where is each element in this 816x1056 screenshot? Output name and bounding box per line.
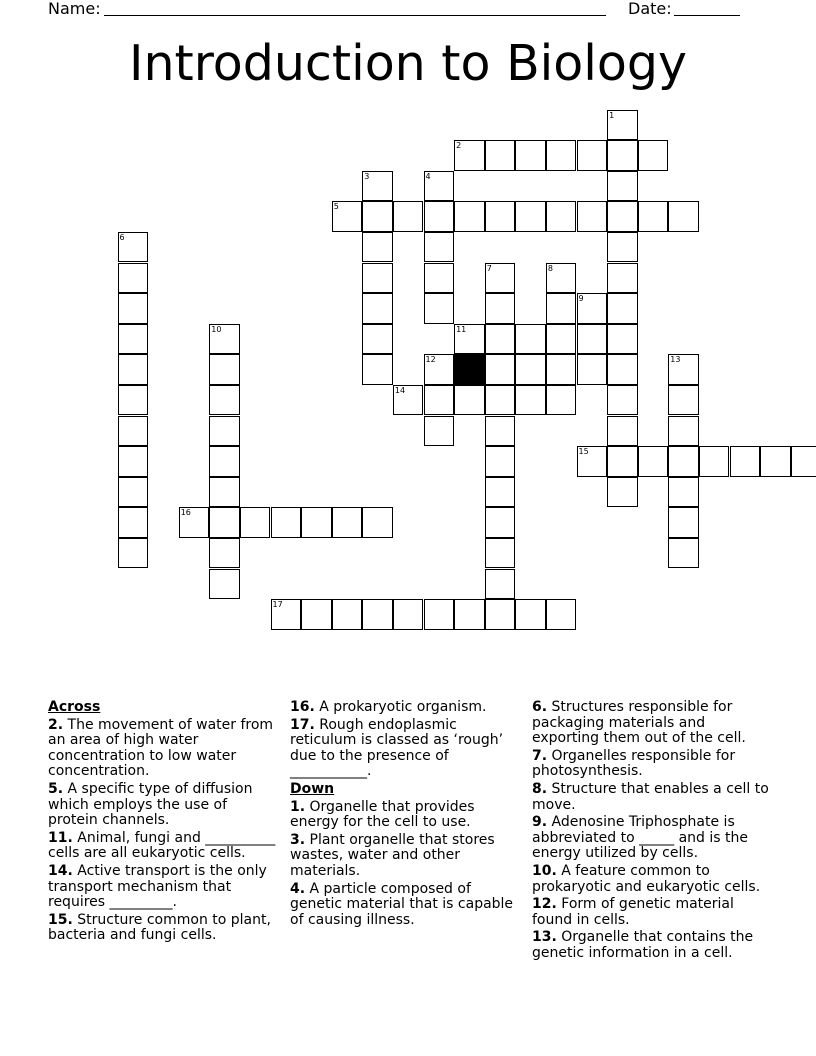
clue-text: Organelle that provides energy for the cell to use. (290, 798, 475, 831)
grid-cell[interactable] (485, 538, 516, 569)
grid-cell[interactable] (546, 599, 577, 630)
grid-cell[interactable] (454, 324, 485, 355)
grid-cell[interactable] (362, 354, 393, 385)
clue (532, 815, 772, 862)
grid-cell[interactable] (515, 324, 546, 355)
clue-text: Animal, fungi and __________ cells are all eukaryotic cells. (48, 829, 276, 862)
clue (290, 800, 522, 831)
grid-cell[interactable] (209, 477, 240, 508)
clue (532, 749, 772, 780)
page-title: Introduction to Biology (129, 35, 687, 92)
clue-number: 13 (670, 355, 681, 365)
grid-cell[interactable] (607, 263, 638, 294)
clue-number: 16 (180, 508, 191, 518)
clue-number-label: 2. (48, 716, 64, 733)
clue (532, 700, 772, 747)
grid-cell[interactable] (393, 201, 424, 232)
grid-cell[interactable] (485, 324, 516, 355)
grid-cell[interactable] (760, 446, 791, 477)
grid-cell[interactable] (332, 599, 363, 630)
grid-cell[interactable] (607, 354, 638, 385)
grid-cell[interactable] (424, 416, 455, 447)
clue-number-label: 17. (290, 716, 315, 733)
clues-column-3 (532, 700, 772, 964)
grid-cell[interactable] (485, 293, 516, 324)
grid-cell[interactable] (577, 140, 608, 171)
clue (48, 782, 280, 829)
grid-cell[interactable] (454, 385, 485, 416)
grid-cell[interactable] (515, 599, 546, 630)
grid-cell[interactable] (118, 385, 149, 416)
grid-cell[interactable] (209, 354, 240, 385)
grid-cell[interactable] (424, 232, 455, 263)
grid-cell[interactable] (393, 385, 424, 416)
grid-cell[interactable] (546, 324, 577, 355)
clue (290, 882, 522, 929)
grid-cell[interactable] (209, 324, 240, 355)
grid-cell[interactable] (118, 354, 149, 385)
grid-cell[interactable] (546, 293, 577, 324)
grid-cell[interactable] (118, 263, 149, 294)
clue (532, 864, 772, 895)
grid-cell[interactable] (668, 477, 699, 508)
grid-cell[interactable] (485, 385, 516, 416)
grid-cell[interactable] (607, 232, 638, 263)
clue-text: A particle composed of genetic material that is capable of causing illness. (290, 880, 514, 928)
clue-number: 15 (578, 447, 589, 457)
grid-cell[interactable] (301, 599, 332, 630)
grid-cell[interactable] (515, 140, 546, 171)
clue-number-label: 1. (290, 798, 306, 815)
clue (48, 864, 280, 911)
clue-number: 17 (272, 600, 283, 610)
grid-cell[interactable] (209, 385, 240, 416)
grid-cell[interactable] (271, 599, 302, 630)
clue-text: Plant organelle that stores wastes, water and other materials. (290, 831, 495, 879)
grid-cell[interactable] (393, 599, 424, 630)
clue-number: 1 (609, 110, 615, 120)
grid-cell[interactable] (362, 293, 393, 324)
grid-cell[interactable] (546, 201, 577, 232)
clue-text: A specific type of diffusion which employs the use of protein channels. (48, 780, 253, 829)
grid-cell[interactable] (607, 324, 638, 355)
grid-cell[interactable] (118, 507, 149, 538)
grid-cell[interactable] (424, 201, 455, 232)
grid-cell[interactable] (362, 599, 393, 630)
grid-cell[interactable] (515, 201, 546, 232)
clue-number-label: 10. (532, 862, 557, 879)
grid-cell[interactable] (607, 171, 638, 202)
grid-cell[interactable] (668, 507, 699, 538)
grid-cell[interactable] (485, 599, 516, 630)
clue-number-label: 6. (532, 699, 548, 715)
grid-cell[interactable] (424, 171, 455, 202)
clue-number: 11 (456, 324, 467, 334)
clue-text: Active transport is the only transport mechanism that requires _________. (48, 862, 267, 911)
grid-cell[interactable] (118, 446, 149, 477)
grid-cell[interactable] (668, 385, 699, 416)
grid-cell[interactable] (209, 507, 240, 538)
grid-cell[interactable] (607, 446, 638, 477)
clue-number: 2 (456, 141, 462, 151)
clue-number: 5 (333, 202, 339, 212)
clue-text: Adenosine Triphosphate is abbreviated to _____ and is the energy utilized by cells. (532, 814, 748, 862)
clue-number: 4 (425, 171, 431, 181)
clue-text: A prokaryotic organism. (319, 699, 487, 715)
clue-number-label: 15. (48, 911, 73, 928)
name-label: Name: (48, 0, 101, 18)
clue-text: Structure that enables a cell to move. (532, 780, 769, 813)
clue-number: 8 (547, 263, 553, 273)
grid-cell[interactable] (362, 201, 393, 232)
grid-cell[interactable] (668, 354, 699, 385)
grid-cell[interactable] (485, 569, 516, 600)
section-heading: Down (290, 780, 335, 797)
clue-text: A feature common to prokaryotic and eukaryotic cells. (532, 862, 761, 895)
grid-cell[interactable] (485, 477, 516, 508)
grid-cell[interactable] (607, 201, 638, 232)
clue-text: Rough endoplasmic reticulum is classed as ‘rough’ due to the presence of ___________. (290, 716, 504, 780)
grid-cell[interactable] (118, 477, 149, 508)
clue-number-label: 14. (48, 862, 73, 879)
grid-cell[interactable] (485, 201, 516, 232)
clue-number-label: 4. (290, 880, 306, 897)
grid-cell[interactable] (668, 538, 699, 569)
clues-column-2 (290, 700, 522, 930)
grid-cell[interactable] (607, 385, 638, 416)
grid-cell[interactable] (424, 263, 455, 294)
clue-number: 12 (425, 355, 436, 365)
clue-number-label: 9. (532, 814, 548, 831)
grid-cell[interactable] (607, 477, 638, 508)
clue-number-label: 12. (532, 896, 557, 913)
clue-number: 9 (578, 294, 584, 304)
grid-cell[interactable] (118, 324, 149, 355)
grid-cell[interactable] (515, 385, 546, 416)
grid-cell[interactable] (577, 324, 608, 355)
clue (532, 930, 772, 961)
grid-cell[interactable] (362, 232, 393, 263)
grid-cell[interactable] (546, 263, 577, 294)
clues-column-1 (48, 700, 280, 946)
grid-cell[interactable] (546, 385, 577, 416)
clue-text: Organelle that contains the genetic information in a cell. (532, 929, 754, 961)
grid-cell[interactable] (485, 140, 516, 171)
grid-cell[interactable] (577, 293, 608, 324)
grid-cell[interactable] (485, 263, 516, 294)
clue (290, 833, 522, 880)
grid-cell[interactable] (362, 507, 393, 538)
clue-text: Organelles responsible for photosynthesis. (532, 747, 736, 780)
clue (48, 831, 280, 862)
grid-cell[interactable] (454, 201, 485, 232)
clue-number: 7 (486, 263, 492, 273)
grid-cell[interactable] (118, 416, 149, 447)
grid-cell[interactable] (638, 201, 669, 232)
grid-cell[interactable] (424, 354, 455, 385)
clue-text: The movement of water from an area of high water concentration to low water concentration. (48, 716, 274, 780)
grid-cell[interactable] (454, 599, 485, 630)
grid-cell[interactable] (332, 507, 363, 538)
clue-number-label: 13. (532, 929, 557, 946)
clue (290, 700, 522, 716)
grid-cell[interactable] (668, 201, 699, 232)
clue (532, 897, 772, 928)
grid-cell[interactable] (577, 446, 608, 477)
grid-cell[interactable] (607, 140, 638, 171)
grid-cell[interactable] (668, 446, 699, 477)
grid-cell[interactable] (730, 446, 761, 477)
clue-number-label: 11. (48, 829, 73, 846)
grid-cell[interactable] (485, 354, 516, 385)
grid-cell[interactable] (638, 140, 669, 171)
clue-text: Structure common to plant, bacteria and fungi cells. (48, 911, 271, 944)
grid-cell[interactable] (209, 416, 240, 447)
grid-cell[interactable] (118, 232, 149, 263)
grid-cell[interactable] (515, 354, 546, 385)
date-label: Date: (628, 0, 672, 18)
clue-text: Structures responsible for packaging materials and exporting them out of the cell. (532, 699, 746, 747)
clue-number-label: 5. (48, 780, 64, 797)
clue-number: 6 (119, 232, 125, 242)
clue-number: 3 (364, 171, 370, 181)
grid-cell[interactable] (362, 171, 393, 202)
grid-cell[interactable] (179, 507, 210, 538)
grid-cell[interactable] (424, 385, 455, 416)
grid-cell[interactable] (209, 569, 240, 600)
grid-cell[interactable] (362, 324, 393, 355)
grid-cell[interactable] (332, 201, 363, 232)
clue (48, 913, 280, 944)
grid-cell[interactable] (118, 538, 149, 569)
clue-number: 10 (211, 324, 222, 334)
grid-cell[interactable] (424, 293, 455, 324)
grid-cell[interactable] (607, 293, 638, 324)
grid-cell[interactable] (638, 446, 669, 477)
grid-cell[interactable] (577, 201, 608, 232)
clue-number-label: 3. (290, 831, 306, 848)
grid-cell[interactable] (668, 416, 699, 447)
clue-number-label: 7. (532, 747, 548, 764)
grid-cell[interactable] (209, 538, 240, 569)
grid-cell[interactable] (424, 599, 455, 630)
grid-cell[interactable] (699, 446, 730, 477)
clue-number-label: 16. (290, 699, 315, 715)
grid-cell[interactable] (209, 446, 240, 477)
grid-cell[interactable] (118, 293, 149, 324)
grid-cell[interactable] (271, 507, 302, 538)
clue (290, 718, 522, 780)
grid-cell[interactable] (362, 263, 393, 294)
black-cell (454, 354, 485, 385)
grid-cell[interactable] (607, 416, 638, 447)
grid-cell[interactable] (577, 354, 608, 385)
grid-cell[interactable] (454, 140, 485, 171)
grid-cell[interactable] (791, 446, 816, 477)
clue-number-label: 8. (532, 780, 548, 797)
grid-cell[interactable] (485, 416, 516, 447)
section-heading: Across (48, 699, 101, 715)
grid-cell[interactable] (485, 446, 516, 477)
grid-cell[interactable] (546, 354, 577, 385)
clue-text: Form of genetic material found in cells. (532, 896, 734, 928)
clue (48, 718, 280, 780)
grid-cell[interactable] (546, 140, 577, 171)
grid-cell[interactable] (240, 507, 271, 538)
grid-cell[interactable] (485, 507, 516, 538)
clue (532, 782, 772, 813)
clue-number: 14 (394, 385, 406, 395)
grid-cell[interactable] (607, 110, 638, 141)
grid-cell[interactable] (301, 507, 332, 538)
